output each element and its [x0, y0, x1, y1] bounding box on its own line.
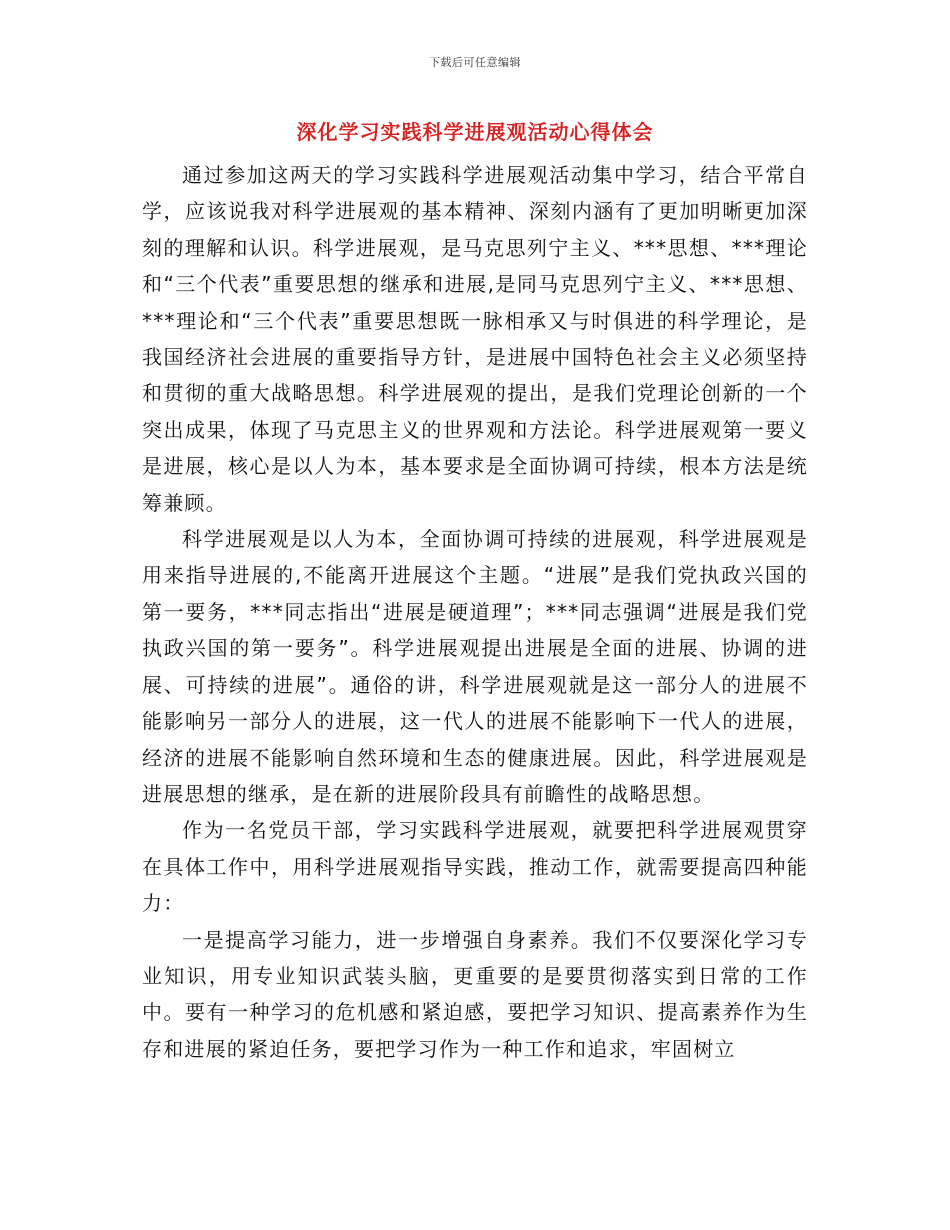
- paragraph-2: 科学进展观是以人为本，全面协调可持续的进展观，科学进展观是用来指导进展的,不能离开进展这个主题。“进展”是我们党执政兴国的第一要务，***同志指出“进展是硬道理”；***同志强调“进展是我们党执政兴国的第一要务”。科学进展观提出进展是全面的进展、协调的进展、可持续的进展”。通俗的讲，科学进展观就是这一部分人的进展不能影响另一部分人的进展，这一代人的进展不能影响下一代人的进展，经济的进展不能影响自然环境和生态的健康进展。因此，科学进展观是进展思想的继承，是在新的进展阶段具有前瞻性的战略思想。: [142, 527, 808, 806]
- paragraph-1: 通过参加这两天的学习实践科学进展观活动集中学习，结合平常自学，应该说我对科学进展观的基本精神、深刻内涵有了更加明晰更加深刻的理解和认识。科学进展观，是马克思列宁主义、***思想、***理论和“三个代表”重要思想的继承和进展,是同马克思列宁主义、***思想、***理论和“三个代表”重要思想既一脉相承又与时俱进的科学理论，是我国经济社会进展的重要指导方针，是进展中国特色社会主义必须坚持和贯彻的重大战略思想。科学进展观的提出，是我们党理论创新的一个突出成果，体现了马克思主义的世界观和方法论。科学进展观第一要义是进展，核心是以人为本，基本要求是全面协调可持续，根本方法是统筹兼顾。: [142, 163, 808, 515]
- document-title: 深化学习实践科学进展观活动心得体会: [296, 120, 654, 144]
- paragraph-3: 作为一名党员干部，学习实践科学进展观，就要把科学进展观贯穿在具体工作中，用科学进展观指导实践，推动工作，就需要提高四种能力：: [142, 818, 808, 916]
- paragraph-4: 一是提高学习能力，进一步增强自身素养。我们不仅要深化学习专业知识，用专业知识武装头脑，更重要的是要贯彻落实到日常的工作中。要有一种学习的危机感和紧迫感，要把学习知识、提高素养作为生存和进展的紧迫任务，要把学习作为一种工作和追求，牢固树立: [142, 927, 808, 1061]
- page-header-note: 下载后可任意编辑: [429, 56, 521, 69]
- document-body: [142, 157, 808, 1067]
